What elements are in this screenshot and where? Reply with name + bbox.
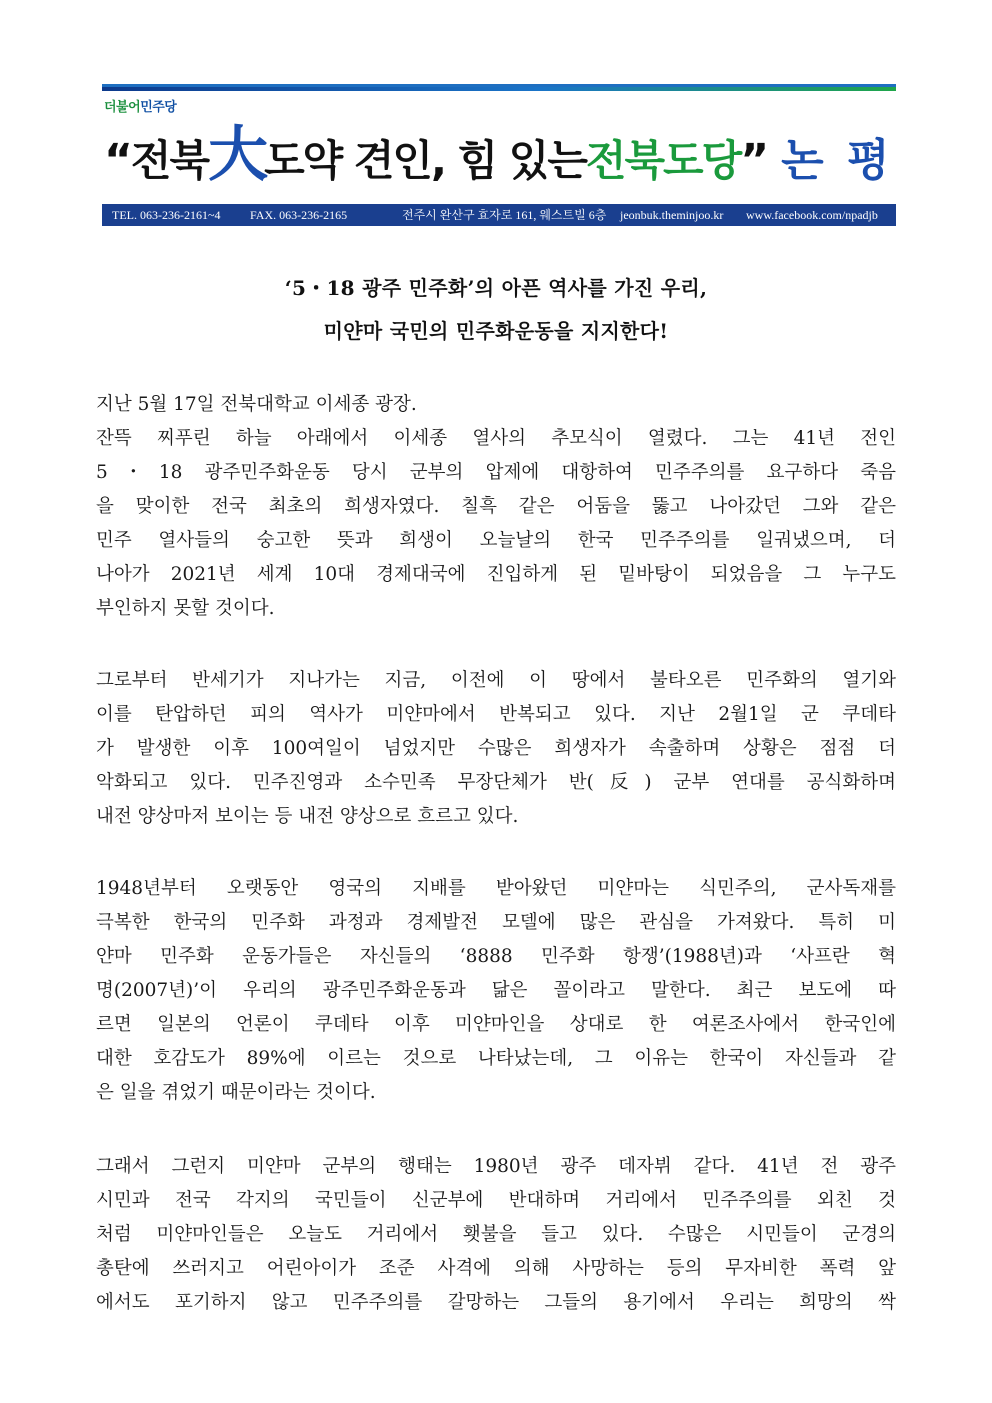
body-line: 총탄에 쓰러지고 어린아이가 조준 사격에 의해 사망하는 등의 무자비한 폭력 앞 (96, 1258, 896, 1279)
party-name-part2: 민주당 (140, 99, 177, 114)
body-line: 대한 호감도가 89%에 이르는 것으로 나타났는데, 그 이유는 한국이 자신들과 같 (96, 1048, 896, 1069)
body-line: 얀마 민주화 운동가들은 자신들의 ‘8888 민주화 항쟁’(1988년)과 ‘사프란 혁 (96, 946, 896, 967)
document-title-line1: ‘5・18 광주 민주화’의 아픈 역사를 가진 우리, (284, 276, 708, 300)
body-line: 내전 양상마저 보이는 등 내전 양상으로 흐르고 있다. (96, 806, 519, 827)
body-line: 처럼 미얀마인들은 오늘도 거리에서 횃불을 들고 있다. 수많은 시민들이 군경의 (96, 1224, 896, 1245)
contact-facebook: www.facebook.com/npadjb (746, 208, 878, 222)
contact-address: 전주시 완산구 효자로 161, 웨스트빌 6층 (402, 208, 607, 222)
contact-tel: TEL. 063-236-2161~4 (112, 208, 221, 222)
party-logo (104, 96, 176, 115)
body-line: 부인하지 못할 것이다. (96, 598, 275, 619)
body-line: 악화되고 있다. 민주진영과 소수민족 무장단체가 반(反) 군부 연대를 공식화하며 (96, 772, 896, 793)
header-stripe (102, 84, 896, 91)
contact-fax: FAX. 063-236-2165 (250, 208, 348, 222)
body-line: 민주 열사들의 숭고한 뜻과 희생이 오늘날의 한국 민주주의를 일궈냈으며, 더 (96, 530, 896, 551)
body-line: 가 발생한 이후 100여일이 넘었지만 수많은 희생자가 속출하며 상황은 점점 더 (96, 738, 896, 759)
contact-bar (102, 204, 896, 226)
headline-part1: 전북 (130, 136, 209, 185)
body-line: 극복한 한국의 민주화 과정과 경제발전 모델에 많은 관심을 가져왔다. 특히 미 (96, 912, 896, 933)
headline-green: 전북도당 (585, 136, 741, 185)
body-line: 을 맞이한 전국 최초의 희생자였다. 칠흑 같은 어둠을 뚫고 나아갔던 그와 같은 (96, 496, 896, 517)
body-line: 5・18 광주민주화운동 당시 군부의 압제에 대항하여 민주주의를 요구하다 죽음 (96, 462, 896, 483)
body-line: 1948년부터 오랫동안 영국의 지배를 받아왔던 미얀마는 식민주의, 군사독재를 (96, 878, 896, 899)
headline-label: 논 평 (781, 135, 894, 186)
contact-website: jeonbuk.theminjoo.kr (620, 208, 724, 222)
body-line: 나아가 2021년 세계 10대 경제대국에 진입하게 된 밑바탕이 되었음을 그 누구도 (96, 564, 896, 585)
headline-big-char: 大 (208, 120, 265, 190)
body-line: 에서도 포기하지 않고 민주주의를 갈망하는 그들의 용기에서 우리는 희망의 싹 (96, 1292, 896, 1313)
body-line: 시민과 전국 각지의 국민들이 신군부에 반대하며 거리에서 민주주의를 외친 것 (96, 1190, 896, 1211)
body-line: 이를 탄압하던 피의 역사가 미얀마에서 반복되고 있다. 지난 2월1일 군 쿠데타 (96, 704, 896, 725)
headline-open-quote: “ (104, 135, 131, 186)
body-line: 명(2007년)’이 우리의 광주민주화운동과 닮은 꼴이라고 말한다. 최근 보도에 따 (96, 980, 896, 1001)
body-line: 르면 일본의 언론이 쿠데타 이후 미얀마인을 상대로 한 여론조사에서 한국인에 (96, 1014, 896, 1035)
headline-close-quote: ” (740, 135, 768, 186)
body-line: 지난 5월 17일 전북대학교 이세종 광장. (96, 394, 417, 415)
body-line: 은 일을 겪었기 때문이라는 것이다. (96, 1082, 376, 1103)
body-line: 그래서 그런지 미얀마 군부의 행태는 1980년 광주 데자뷔 같다. 41년 전 광주 (96, 1156, 896, 1177)
headline-part2: 도약 견인, 힘 있는 (264, 136, 586, 185)
party-name-part1: 더불어 (104, 99, 141, 114)
letterhead-headline (104, 118, 894, 192)
body-line: 잔뜩 찌푸린 하늘 아래에서 이세종 열사의 추모식이 열렸다. 그는 41년 전인 (96, 428, 896, 449)
document-title-line2: 미얀마 국민의 민주화운동을 지지한다! (323, 319, 669, 343)
body-line: 그로부터 반세기가 지나가는 지금, 이전에 이 땅에서 불타오른 민주화의 열기와 (96, 670, 896, 691)
